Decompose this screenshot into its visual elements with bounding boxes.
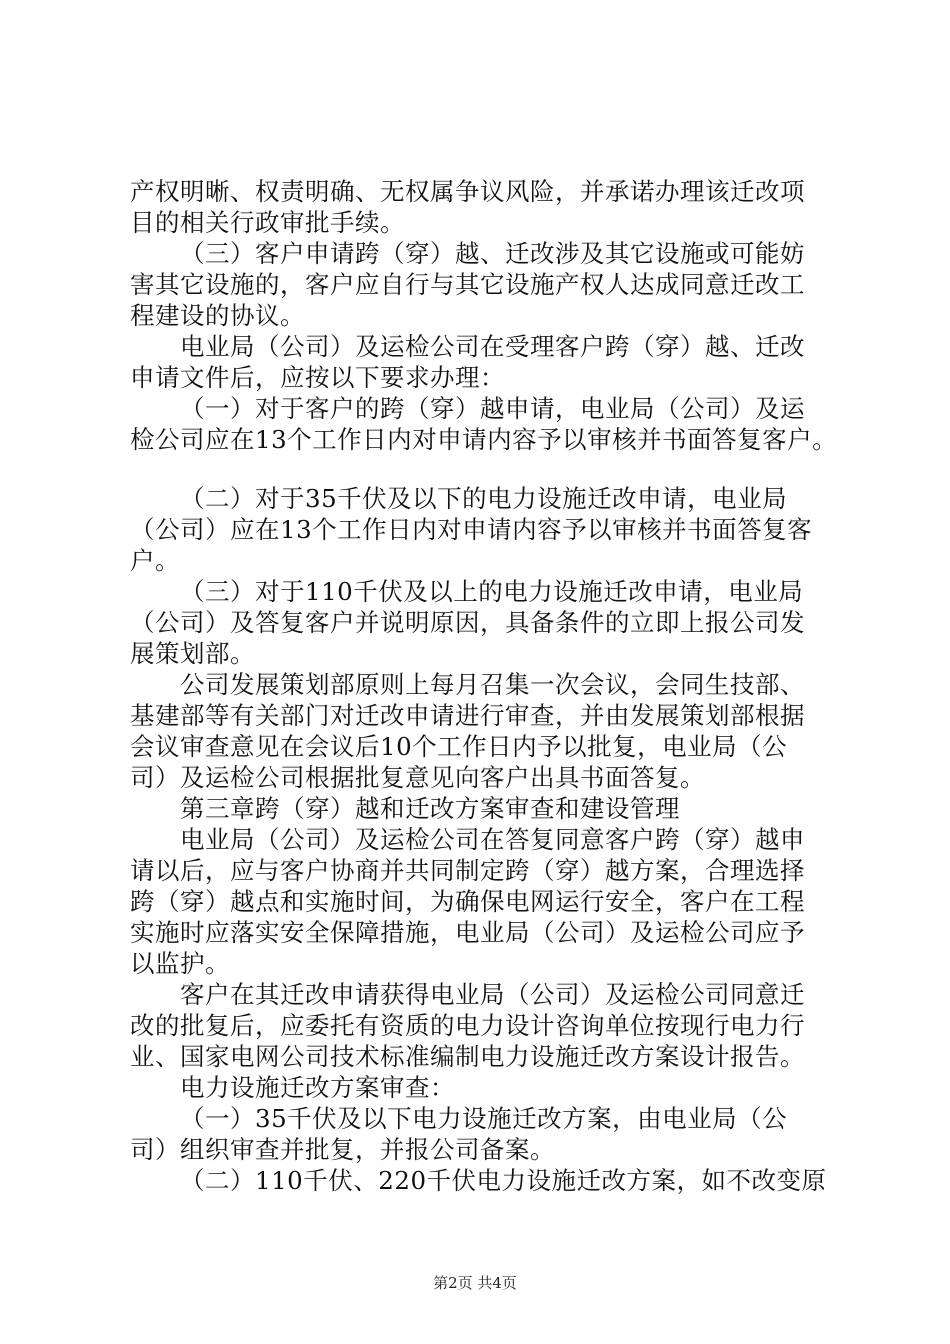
page-number-footer: 第2页 共4页 [433, 1274, 517, 1292]
text-line-5: 程建设的协议。 [130, 301, 305, 330]
text-line-8: （一）对于客户的跨（穿）越申请，电业局（公司）及运 [180, 394, 805, 423]
text-line-26: 客户在其迁改申请获得电业局（公司）及运检公司同意迁 [180, 980, 805, 1009]
text-line-27: 改的批复后，应委托有资质的电力设计咨询单位按现行电力行 [130, 1011, 805, 1040]
text-line-24: 实施时应落实安全保障措施，电业局（公司）及运检公司应予 [130, 918, 805, 947]
text-line-23: 跨（穿）越点和实施时间，为确保电网运行安全，客户在工程 [130, 887, 805, 916]
text-line-32: （二）110千伏、220千伏电力设施迁改方案，如不改变原 [180, 1166, 827, 1195]
text-line-9: 检公司应在13个工作日内对申请内容予以审核并书面答复客户。 [130, 425, 838, 454]
text-line-10: （二）对于35千伏及以下的电力设施迁改申请，电业局 [180, 484, 788, 513]
text-line-12: 户。 [130, 546, 180, 575]
text-line-18: 会议审查意见在会议后10个工作日内予以批复，电业局（公 [130, 732, 788, 761]
text-line-2: 目的相关行政审批手续。 [130, 208, 405, 237]
text-line-19: 司）及运检公司根据批复意见向客户出具书面答复。 [130, 763, 705, 792]
text-line-7: 申请文件后，应按以下要求办理： [130, 363, 505, 392]
text-line-1: 产权明晰、权责明确、无权属争议风险，并承诺办理该迁改项 [130, 177, 805, 206]
text-line-15: 展策划部。 [130, 639, 255, 668]
text-line-11: （公司）应在13个工作日内对申请内容予以审核并书面答复客 [130, 515, 813, 544]
text-line-30: （一）35千伏及以下电力设施迁改方案，由电业局（公 [180, 1104, 788, 1133]
text-line-29: 电力设施迁改方案审查： [180, 1073, 455, 1102]
text-line-28: 业、国家电网公司技术标准编制电力设施迁改方案设计报告。 [130, 1042, 805, 1071]
text-line-6: 电业局（公司）及运检公司在受理客户跨（穿）越、迁改 [180, 332, 805, 361]
text-line-31: 司）组织审查并批复，并报公司备案。 [130, 1135, 555, 1164]
text-line-22: 请以后，应与客户协商并共同制定跨（穿）越方案，合理选择 [130, 856, 805, 885]
text-line-13: （三）对于110千伏及以上的电力设施迁改申请，电业局 [180, 577, 804, 606]
chapter-heading: 第三章跨（穿）越和迁改方案审查和建设管理 [180, 794, 680, 823]
text-line-25: 以监护。 [130, 949, 230, 978]
text-line-21: 电业局（公司）及运检公司在答复同意客户跨（穿）越申 [180, 825, 805, 854]
text-line-17: 基建部等有关部门对迁改申请进行审查，并由发展策划部根据 [130, 701, 805, 730]
text-line-16: 公司发展策划部原则上每月召集一次会议，会同生技部、 [180, 670, 805, 699]
text-line-14: （公司）及答复客户并说明原因，具备条件的立即上报公司发 [130, 608, 805, 637]
text-line-4: 害其它设施的，客户应自行与其它设施产权人达成同意迁改工 [130, 270, 805, 299]
text-line-3: （三）客户申请跨（穿）越、迁改涉及其它设施或可能妨 [180, 239, 805, 268]
